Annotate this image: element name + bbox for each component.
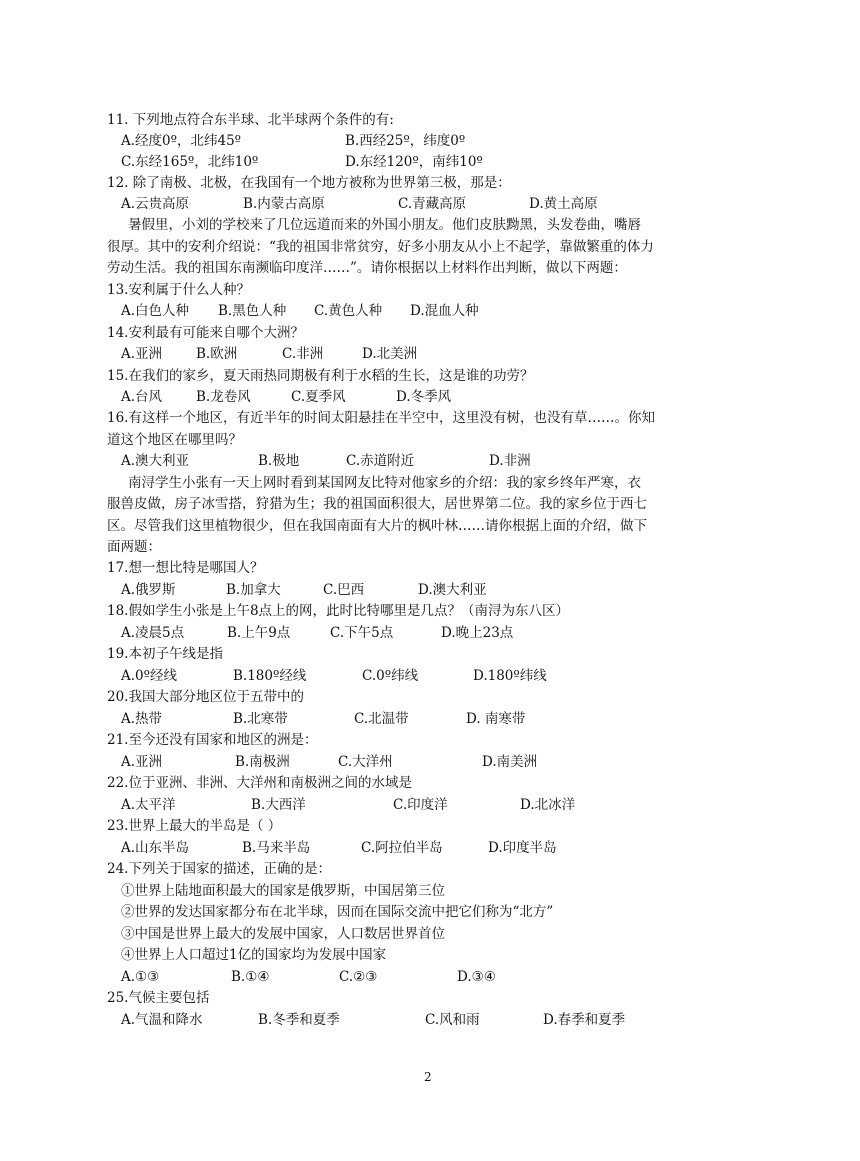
q24-option-c: C.②③ xyxy=(339,969,378,985)
passage2-line2: 服兽皮做，房子冰雪搭，狩猎为生；我的祖国面积很大，居世界第二位。我的家乡位于西七 xyxy=(107,496,647,512)
q21-option-b: B.南极洲 xyxy=(235,754,290,770)
q11-option-d: D.东经120º，南纬10º xyxy=(345,154,483,170)
passage1-line2: 很厚。其中的安利介绍说：“我的祖国非常贫穷，好多小朋友从小上不起学，靠做繁重的体力 xyxy=(107,239,654,255)
q21-stem: 21.至今还没有国家和地区的洲是： xyxy=(107,732,318,748)
q23-option-b: B.马来半岛 xyxy=(242,840,311,856)
q16-stem-cont: 道这个地区在哪里吗？ xyxy=(107,432,242,448)
q21-option-c: C.大洋州 xyxy=(338,754,393,770)
q22-option-d: D.北冰洋 xyxy=(520,797,576,813)
q11-option-c: C.东经165º，北纬10º xyxy=(121,154,259,170)
passage1-line1: 暑假里，小刘的学校来了几位远道而来的外国小朋友。他们皮肤黝黑，头发卷曲，嘴唇 xyxy=(128,217,641,233)
q11-option-b: B.西经25º，纬度0º xyxy=(345,133,466,149)
q16-stem: 16.有这样一个地区，有近半年的时间太阳悬挂在半空中，这里没有树，也没有草……。你知 xyxy=(107,410,655,426)
q13-option-c: C.黄色人种 xyxy=(314,303,383,319)
q15-option-c: C.夏季风 xyxy=(291,389,346,405)
q12-stem: 12. 除了南极、北极，在我国有一个地方被称为世界第三极，那是： xyxy=(107,175,511,191)
q20-option-d: D. 南寒带 xyxy=(466,711,526,727)
q16-option-d: D.非洲 xyxy=(489,453,531,469)
q18-option-c: C.下午5点 xyxy=(330,625,394,641)
q22-option-a: A.太平洋 xyxy=(121,797,176,813)
q14-option-b: B.欧洲 xyxy=(196,346,238,362)
q12-option-d: D.黄土高原 xyxy=(529,196,598,212)
q20-stem: 20.我国大部分地区位于五带中的 xyxy=(107,689,304,705)
q24-statement-2: ②世界的发达国家都分布在北半球，因而在国际交流中把它们称为“北方” xyxy=(121,904,554,920)
q25-option-c: C.风和雨 xyxy=(425,1012,480,1028)
q14-option-c: C.非洲 xyxy=(282,346,324,362)
q23-option-d: D.印度半岛 xyxy=(488,840,557,856)
q14-option-a: A.亚洲 xyxy=(121,346,163,362)
passage2-line4: 面两题： xyxy=(107,539,161,555)
passage2-line3: 区。尽管我们这里植物很少，但在我国南面有大片的枫叶林……请你根据上面的介绍，做下 xyxy=(107,518,647,534)
q21-option-a: A.亚洲 xyxy=(121,754,163,770)
q24-statement-1: ①世界上陆地面积最大的国家是俄罗斯，中国居第三位 xyxy=(121,883,445,899)
q25-option-d: D.春季和夏季 xyxy=(543,1012,626,1028)
q18-option-b: B.上午9点 xyxy=(227,625,291,641)
q12-option-c: C.青藏高原 xyxy=(398,196,467,212)
q22-option-c: C.印度洋 xyxy=(393,797,448,813)
q24-statement-4: ④世界上人口超过1亿的国家均为发展中国家 xyxy=(121,947,387,963)
q13-option-d: D.混血人种 xyxy=(410,303,479,319)
q19-stem: 19.本初子午线是指 xyxy=(107,646,223,662)
q25-stem: 25.气候主要包括 xyxy=(107,990,210,1006)
q12-option-a: A.云贵高原 xyxy=(121,196,190,212)
q22-stem: 22.位于亚洲、非洲、大洋州和南极洲之间的水域是 xyxy=(107,775,412,791)
q17-stem: 17.想一想比特是哪国人？ xyxy=(107,560,264,576)
q17-option-a: A.俄罗斯 xyxy=(121,582,176,598)
page-number: 2 xyxy=(424,1070,432,1084)
q13-option-b: B.黑色人种 xyxy=(218,303,287,319)
q15-stem: 15.在我们的家乡，夏天雨热同期极有利于水稻的生长，这是谁的功劳？ xyxy=(107,368,534,384)
q12-option-b: B.内蒙古高原 xyxy=(243,196,325,212)
q11-option-a: A.经度0º，北纬45º xyxy=(121,133,242,149)
q16-option-b: B.极地 xyxy=(258,453,300,469)
q15-option-a: A.台风 xyxy=(121,389,163,405)
q17-option-b: B.加拿大 xyxy=(226,582,281,598)
q16-option-c: C.赤道附近 xyxy=(346,453,415,469)
q17-option-d: D.澳大利亚 xyxy=(418,582,487,598)
q18-stem: 18.假如学生小张是上午8点上的网，此时比特哪里是几点？（南浔为东八区） xyxy=(107,603,570,619)
q25-option-a: A.气温和降水 xyxy=(121,1012,203,1028)
q24-option-d: D.③④ xyxy=(457,969,496,985)
q23-stem: 23.世界上最大的半岛是（ ） xyxy=(107,818,282,834)
q25-option-b: B.冬季和夏季 xyxy=(258,1012,340,1028)
q17-option-c: C.巴西 xyxy=(323,582,365,598)
q15-option-d: D.冬季风 xyxy=(396,389,452,405)
q23-option-c: C.阿拉伯半岛 xyxy=(361,840,443,856)
q13-option-a: A.白色人种 xyxy=(121,303,190,319)
q22-option-b: B.大西洋 xyxy=(251,797,306,813)
q14-option-d: D.北美洲 xyxy=(362,346,418,362)
q20-option-b: B.北寒带 xyxy=(233,711,288,727)
q19-option-b: B.180º经线 xyxy=(233,668,307,684)
q24-statement-3: ③中国是世界上最大的发展中国家，人口数居世界首位 xyxy=(121,926,445,942)
q11-stem: 11. 下列地点符合东半球、北半球两个条件的有: xyxy=(107,112,394,128)
passage2-line1: 南浔学生小张有一天上网时看到某国网友比特对他家乡的介绍：我的家乡终年严寒，衣 xyxy=(128,475,641,491)
q23-option-a: A.山东半岛 xyxy=(121,840,190,856)
q18-option-d: D.晚上23点 xyxy=(441,625,514,641)
q20-option-a: A.热带 xyxy=(121,711,163,727)
q13-stem: 13.安利属于什么人种？ xyxy=(107,282,250,298)
q14-stem: 14.安利最有可能来自哪个大洲？ xyxy=(107,325,304,341)
passage1-line3: 劳动生活。我的祖国东南濒临印度洋……”。请你根据以上材料作出判断，做以下两题： xyxy=(107,260,627,276)
q16-option-a: A.澳大利亚 xyxy=(121,453,190,469)
q15-option-b: B.龙卷风 xyxy=(196,389,251,405)
q24-stem: 24.下列关于国家的描述，正确的是： xyxy=(107,861,331,877)
q19-option-d: D.180º纬线 xyxy=(473,668,547,684)
q19-option-c: C.0º纬线 xyxy=(362,668,419,684)
q18-option-a: A.凌晨5点 xyxy=(121,625,185,641)
q24-option-b: B.①④ xyxy=(231,969,270,985)
q21-option-d: D.南美洲 xyxy=(482,754,538,770)
q20-option-c: C.北温带 xyxy=(354,711,409,727)
q24-option-a: A.①③ xyxy=(121,969,160,985)
q19-option-a: A.0º经线 xyxy=(121,668,177,684)
